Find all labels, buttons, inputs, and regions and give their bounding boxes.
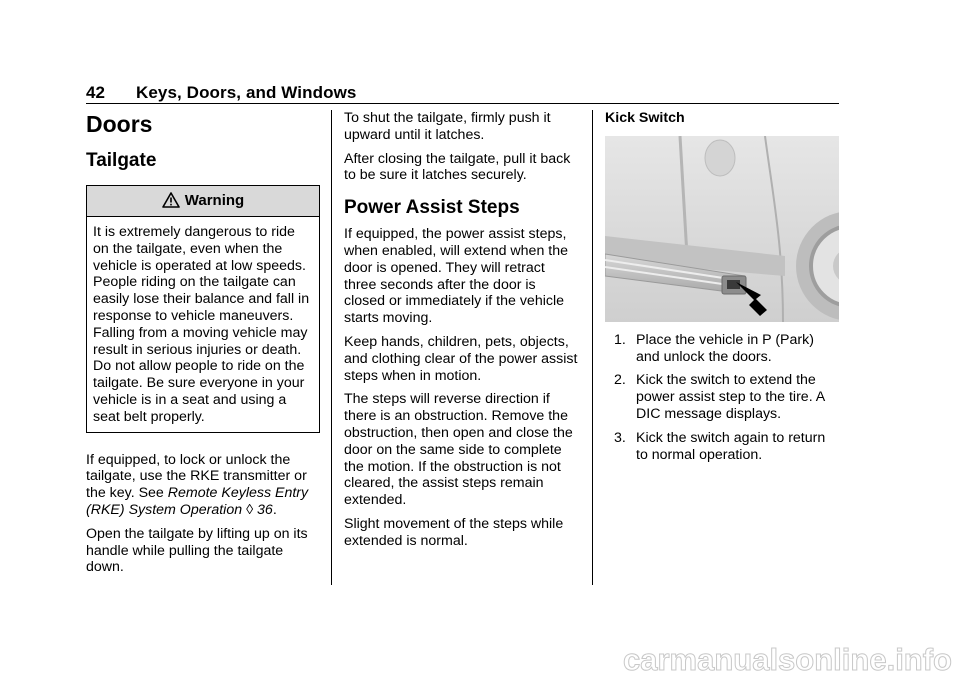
watermark: [0, 636, 960, 678]
column-3: [605, 110, 841, 470]
column-2: [344, 110, 580, 557]
svg-text:carmanualsonline.info: carmanualsonline.info: [622, 642, 952, 677]
tailgate-open-paragraph: Open the tailgate by lifting up on its handle while pulling the tailgate down.: [86, 525, 308, 576]
steps-enabled-paragraph: If equipped, the power assist steps, when enabled, will extend when the door is opened. They will retract three seconds after the door is closed or immediately if the vehicle starts moving.: [344, 226, 569, 327]
steps-obstruction-paragraph: The steps will reverse direction if there is an obstruction. Remove the obstruction, then open and close the door on the same side to complete the motion. If the obstruction is not cleared, the assist steps remain extended.: [344, 391, 573, 509]
tailgate-close-paragraph: After closing the tailgate, pull it back to be sure it latches securely.: [344, 150, 571, 184]
warning-triangle-icon: [162, 192, 180, 208]
warning-box: [86, 185, 320, 433]
list-item: 3. Kick the switch again to return to normal operation.: [614, 429, 826, 463]
warning-header: [87, 186, 319, 217]
kick-switch-heading: Kick Switch: [605, 110, 685, 126]
warning-text: It is extremely dangerous to ride on the tailgate, even when the vehicle is operated at low speeds. People riding on the tailgate can easily lose their balance and fall in response to vehicle maneuvers. Falling from a moving vehicle may result in serious injuries or death. Do not allow people to ride on the tailgate. Be sure everyone in your vehicle is in a seat and using a seat belt properly.: [93, 224, 310, 425]
doors-heading: Doors: [86, 111, 153, 137]
steps-movement-paragraph: Slight movement of the steps while extended is normal.: [344, 515, 564, 549]
tailgate-shut-paragraph: To shut the tailgate, firmly push it upward until it latches.: [344, 110, 551, 143]
column-1: [86, 110, 320, 583]
tailgate-heading: Tailgate: [86, 150, 157, 171]
rke-reference-link[interactable]: Remote Keyless Entry (RKE) System Operation: [86, 485, 309, 518]
page-number: 42: [86, 83, 106, 102]
steps-clear-paragraph: Keep hands, children, pets, objects, and clothing clear of the power assist steps when in motion.: [344, 333, 578, 384]
page-ref-number[interactable]: 36: [257, 501, 273, 518]
power-assist-steps-heading: Power Assist Steps: [344, 197, 520, 219]
page-ref-symbol: ◊: [246, 501, 254, 518]
warning-title: Warning: [184, 192, 245, 209]
column-divider: [331, 110, 332, 585]
list-item: 1. Place the vehicle in P (Park) and unlock the doors.: [614, 331, 814, 365]
list-item: 2. Kick the switch to extend the power assist step to the tire. A DIC message displays.: [614, 372, 825, 422]
kick-switch-illustration: [605, 136, 839, 322]
header-rule: [86, 103, 839, 104]
column-divider: [592, 110, 593, 585]
tailgate-lock-paragraph: If equipped, to lock or unlock the tailgate, use the RKE transmitter or the key. See Remote Keyless Entry (RKE) System Operation ◊ 36.: [86, 451, 309, 518]
section-title: Keys, Doors, and Windows: [136, 83, 357, 102]
kick-switch-steps: [605, 332, 841, 464]
page-header: [86, 83, 356, 103]
